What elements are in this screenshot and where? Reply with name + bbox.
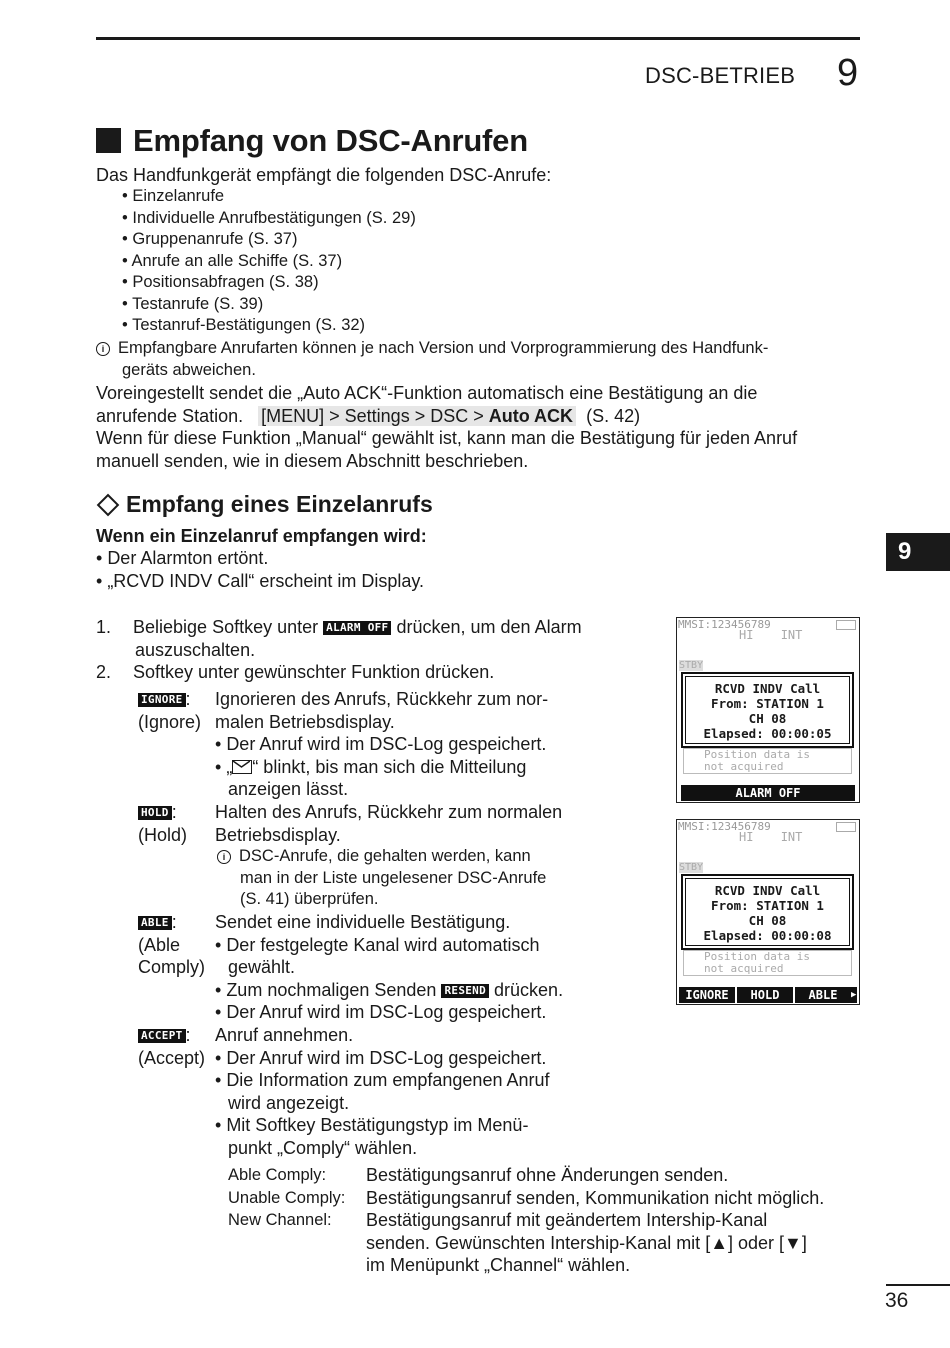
list-item: • Der Alarmton ertönt. (96, 548, 269, 568)
comply-terms: Able Comply: Unable Comply: New Channel: (228, 1166, 346, 1229)
arrow-right-icon: ▶ (851, 990, 857, 1000)
call-types-list (122, 186, 416, 337)
list-item: • Positionsabfragen (S. 38) (122, 273, 319, 291)
able-key: ABLE (138, 916, 172, 930)
list-item: • Testanrufe (S. 39) (122, 294, 264, 313)
position-status: Position data is not acquired (683, 950, 852, 976)
hold-label: HOLD : (Hold) (138, 802, 188, 845)
accept-label: ACCEPT : (Accept) (138, 1025, 206, 1068)
ignore-key: IGNORE (138, 693, 186, 707)
menu-path: [MENU] > Settings > DSC > Auto ACK (258, 406, 576, 426)
accept-key: ACCEPT (138, 1029, 186, 1043)
chapter-tab: 9 (886, 533, 950, 571)
able-description: Sendet eine individuelle Bestätigung. • Der festgelegte Kanal wird automatisch gewählt. • Zum nochmaligen Senden RESEND drücken. • Der Anruf wird im DSC-Log gespeichert. (215, 912, 564, 1022)
page-number: 36 (885, 1289, 909, 1312)
page-number-rule (886, 1284, 950, 1286)
header-rule (96, 37, 860, 40)
chapter-number: 9 (837, 52, 859, 94)
ignore-description: Ignorieren des Anrufs, Rückkehr zum nor- malen Betriebsdisplay. • Der Anruf wird im DSC-Log gespeichert. • „ “ blinkt, bis man sich die Mitteilung anzeigen lässt. (215, 689, 549, 799)
comply-definitions: Bestätigungsanruf ohne Änderungen senden. Bestätigungsanruf senden, Kommunikation nicht möglich. Bestätigungsanruf mit geändertem Intership-Kanal senden. Gewünschten Intership-Kanal mit [▲] oder [▼] im Menüpunkt „Channel“ wählen. (366, 1165, 825, 1275)
list-item: • „RCVD INDV Call“ erscheint im Display. (96, 570, 425, 591)
rcvd-dialog: RCVD INDV Call From: STATION 1 CH 08 Elapsed: 00:00:05 (681, 672, 854, 748)
softkey-ignore[interactable]: IGNORE (679, 987, 737, 1003)
when-heading: Wenn ein Einzelanruf empfangen wird: (96, 526, 427, 546)
when-list (96, 547, 424, 592)
list-item: • Einzelanrufe (122, 187, 225, 205)
position-status: Position data is not acquired (683, 748, 852, 774)
page-title (96, 123, 528, 159)
battery-icon (836, 620, 856, 630)
rcvd-dialog: RCVD INDV Call From: STATION 1 CH 08 Elapsed: 00:00:08 (681, 874, 854, 950)
accept-description: Anruf annehmen. • Der Anruf wird im DSC-Log gespeichert. • Die Information zum empfangenen Anruf wird angezeigt. • Mit Softkey Bestätigungstyp im Menü- punkt „Comply“ wählen. (215, 1025, 550, 1158)
power-indicator: HI INT (739, 628, 803, 642)
mmsi-readout: MMSI:123456789 (678, 618, 771, 631)
step-2: 2. Softkey unter gewünschter Funktion drücken. (96, 662, 495, 682)
info-icon: i (96, 342, 110, 356)
square-bullet-icon (96, 128, 121, 153)
section-subtitle: Empfang eines Einzelanrufs (96, 491, 433, 518)
hold-key: HOLD (138, 806, 172, 820)
softkey-bar (679, 987, 857, 1003)
list-item: • Individuelle Anrufbestätigungen (S. 29) (122, 208, 416, 227)
list-item: • Anrufe an alle Schiffe (S. 37) (122, 251, 343, 270)
envelope-icon (232, 760, 252, 774)
ignore-label: IGNORE : (Ignore) (138, 689, 202, 732)
page-title-text: Empfang von DSC-Anrufen (133, 123, 528, 158)
softkey-alarm-off[interactable]: ALARM OFF (735, 786, 801, 800)
resend-key: RESEND (441, 984, 489, 998)
able-label: ABLE : (Able Comply) (138, 912, 206, 977)
softkey-bar (681, 785, 855, 801)
stby-indicator: STBY (679, 862, 704, 873)
diamond-icon (97, 494, 120, 517)
step-1: 1. Beliebige Softkey unter ALARM OFF drücken, um den Alarm auszuschalten. (96, 617, 582, 660)
section-name: DSC-BETRIEB (645, 63, 796, 88)
intro-text: Das Handfunkgerät empfängt die folgenden DSC-Anrufe: (96, 165, 552, 185)
list-item: • Testanruf-Bestätigungen (S. 32) (122, 316, 366, 334)
auto-ack-paragraph: Voreingestellt sendet die „Auto ACK“-Funktion automatisch eine Bestätigung an die anrufende Station. [MENU] > Settings > DSC > Auto ACK (S. 42) Wenn für diese Funktion „Manual“ gewählt ist, kann man die Bestätigung für jeden Anruf manuell senden, wie in diesem Abschnitt beschrieben. (96, 383, 798, 471)
power-indicator: HI INT (739, 830, 803, 844)
version-note: i Empfangbare Anrufarten können je nach Version und Vorprogrammierung des Handfunk- geräts abweichen. (96, 338, 768, 381)
display-screenshot-alarm (676, 617, 860, 803)
display-screenshot-options (676, 819, 860, 1005)
info-icon: i (217, 850, 231, 864)
stby-indicator: STBY (679, 660, 704, 671)
battery-icon (836, 822, 856, 832)
alarm-off-key: ALARM OFF (323, 621, 391, 635)
softkey-able[interactable]: ABLE (808, 988, 838, 1002)
softkey-hold[interactable]: HOLD (737, 987, 795, 1003)
hold-description: Halten des Anrufs, Rückkehr zum normalen Betriebsdisplay. (215, 802, 563, 845)
list-item: • Gruppenanrufe (S. 37) (122, 230, 298, 248)
mmsi-readout: MMSI:123456789 (678, 820, 771, 833)
hold-note: i DSC-Anrufe, die gehalten werden, kann man in der Liste ungelesener DSC-Anrufe (S. 41) überprüfen. (217, 846, 546, 911)
